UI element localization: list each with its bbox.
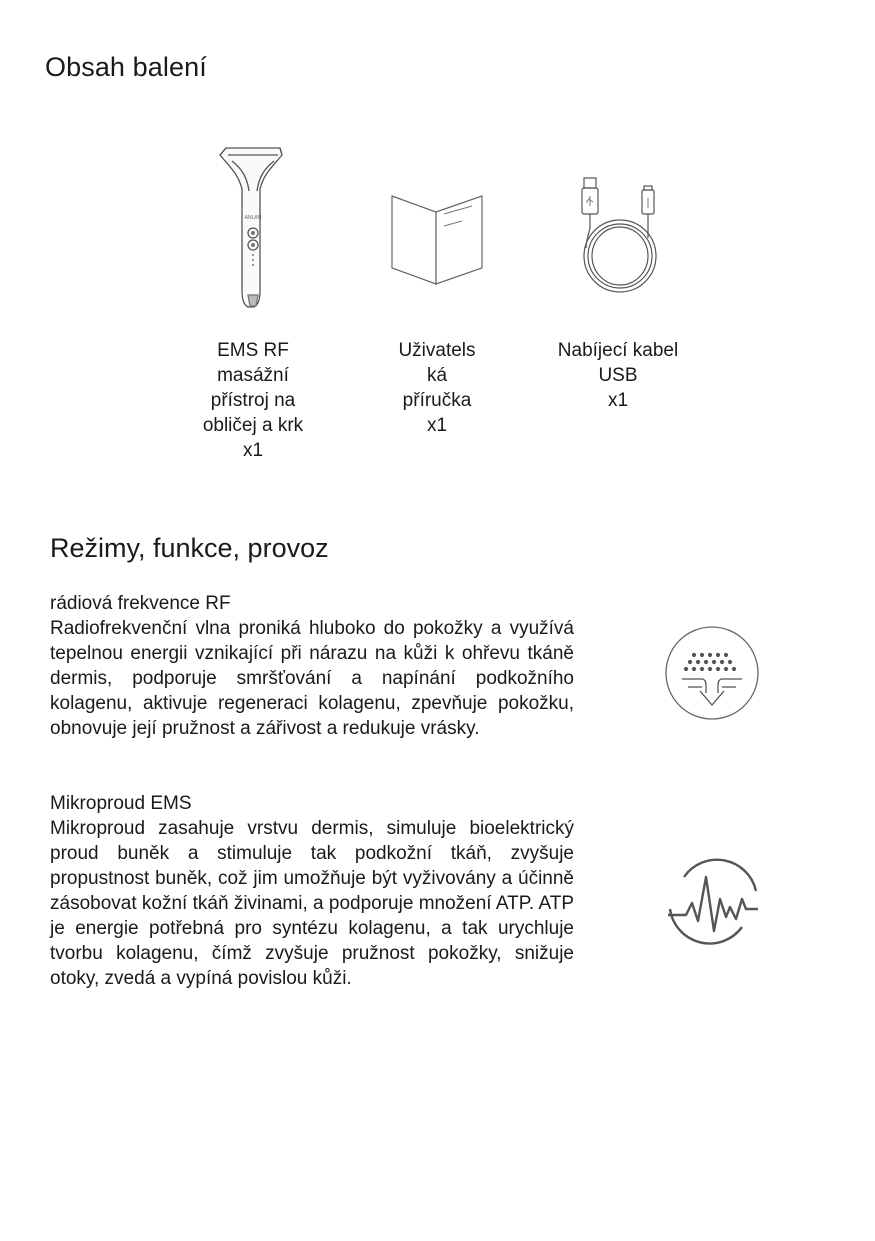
usb-cable-icon: [578, 176, 662, 296]
modes-section-title: Režimy, funkce, provoz: [50, 533, 329, 563]
package-item-device: [168, 338, 338, 463]
feature-rf-description: Radiofrekvenční vlna proniká hluboko do pokožky a využívá tepelnou energii vznikající při nárazu na kůži k ohřevu tkáně dermis, podporuje smršťování a napínání podkožního kolagenu, aktivuje regeneraci kolagenu, zpevňuje pokožku, obnovuje její pružnost a zářivost a redukuje vrásky.: [50, 618, 574, 739]
package-item-manual: [352, 338, 522, 438]
item-label-line: Uživatels: [398, 340, 476, 361]
massage-device-icon: [218, 143, 290, 311]
manual-icon: [390, 192, 486, 286]
item-label-line: příručka: [402, 390, 472, 411]
item-label-line: masážní: [217, 365, 289, 386]
feature-ems-title: Mikroproud EMS: [50, 793, 192, 814]
device-brand-text: ANLAN: [244, 215, 262, 221]
item-quantity: x1: [607, 390, 629, 411]
item-label-line: ká: [426, 365, 448, 386]
item-label-line: EMS RF: [217, 340, 289, 361]
item-label-line: Nabíjecí kabel: [557, 340, 679, 361]
package-contents-title: Obsah balení: [45, 52, 207, 82]
ems-wave-icon: [664, 851, 762, 949]
item-quantity: x1: [242, 440, 264, 461]
rf-heat-icon: [664, 625, 760, 721]
item-label-line: USB: [598, 365, 638, 386]
package-item-usb-cable: [533, 338, 703, 413]
item-quantity: x1: [426, 415, 448, 436]
feature-ems-description: Mikroproud zasahuje vrstvu dermis, simuluje bioelektrický proud buněk a stimuluje tak podkožní tkáň, zvyšuje propustnost buněk, což jim umožňuje být vyživovány a účinně zásobovat kožní tkáň živinami, a podporuje množení ATP. ATP je energie potřebná pro syntézu kolagenu, a tak urychluje tvorbu kolagenu, čímž zvyšuje pružnost pokožky, snižuje otoky, zvedá a vypíná povislou kůži.: [50, 818, 574, 989]
feature-rf-title: rádiová frekvence RF: [50, 593, 231, 614]
item-label-line: přístroj na: [210, 390, 296, 411]
item-label-line: obličej a krk: [202, 415, 304, 436]
